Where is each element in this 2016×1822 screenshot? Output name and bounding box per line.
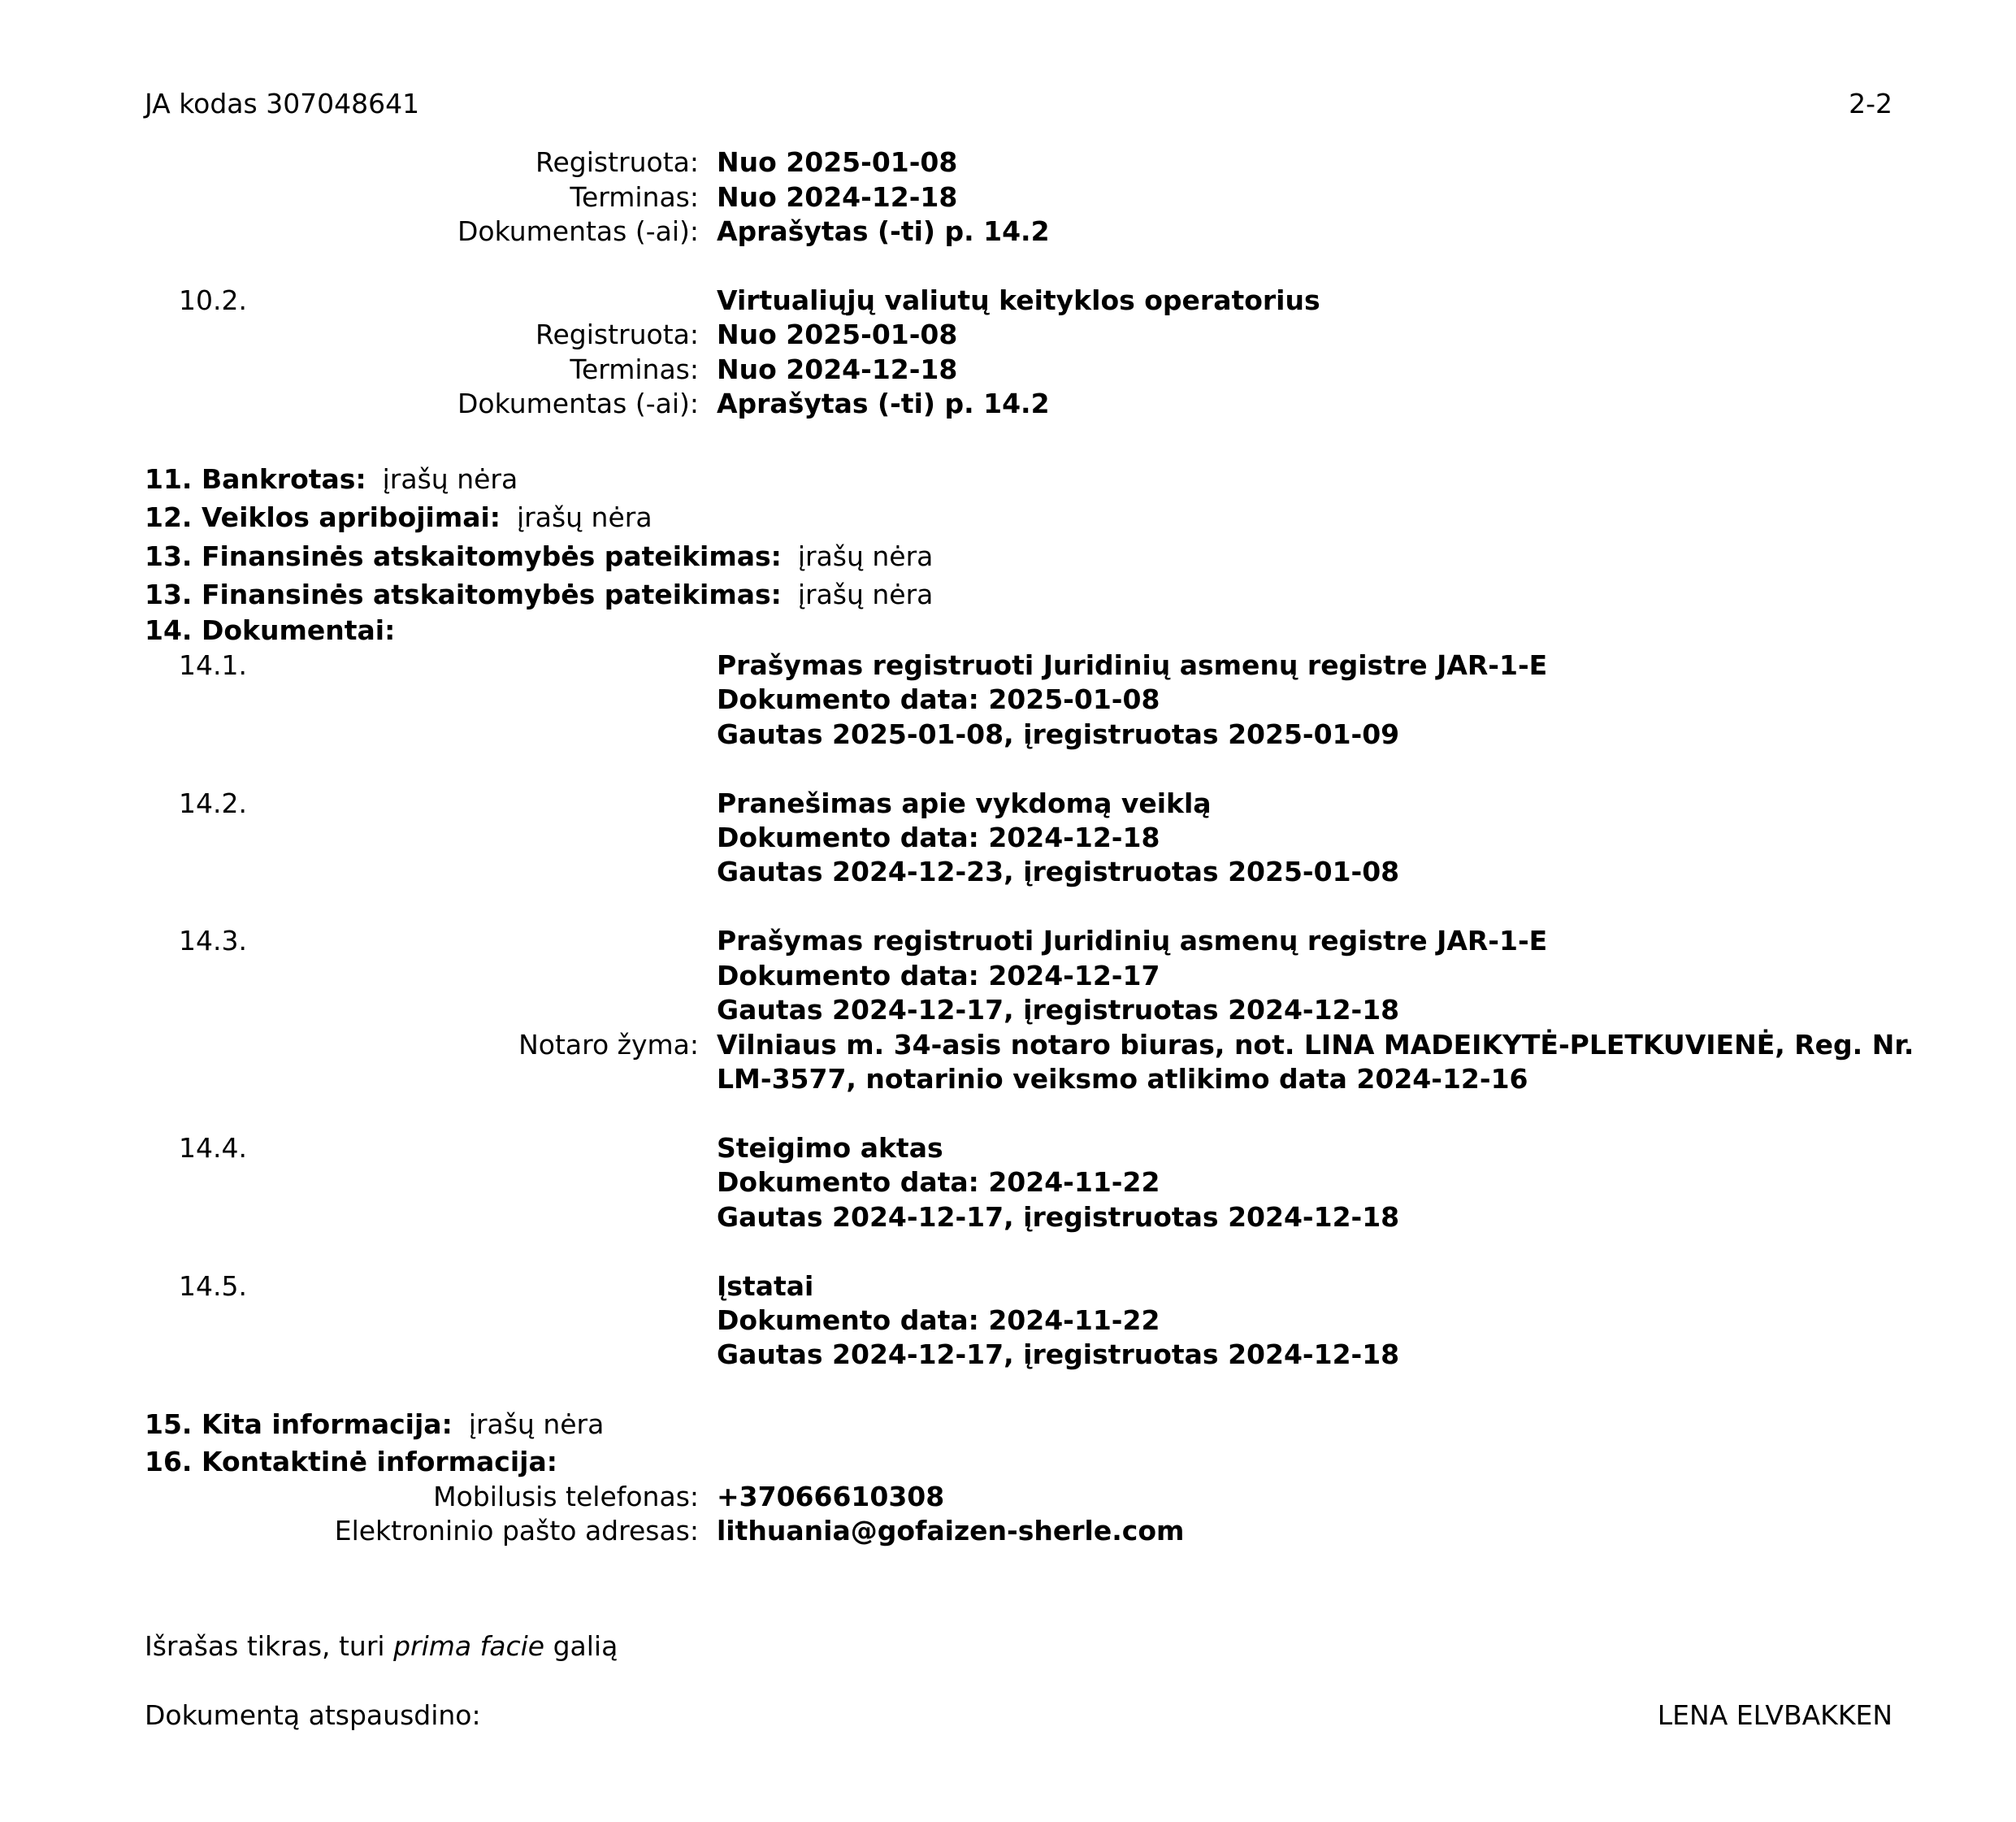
document-title: Pranešimas apie vykdomą veiklą [717,787,1212,819]
document-number: 14.2. [179,787,247,819]
section-title: 14. Dokumentai: [145,614,396,646]
document-date: Dokumento data: 2025-01-08 [717,683,1160,715]
printed-by-name: LENA ELVBAKKEN [1657,1699,1892,1731]
activity-number: 10.2. [179,284,247,316]
document-date: Dokumento data: 2024-11-22 [717,1166,1160,1198]
document-received: Gautas 2025-01-08, įregistruotas 2025-01-09 [717,718,1400,750]
notary-label: Notaro žyma: [518,1029,699,1061]
section-title: 13. Finansinės atskaitomybės pateikimas: [145,579,782,610]
document-title: Prašymas registruoti Juridinių asmenų registre JAR-1-E [717,649,1548,681]
term-value: Nuo 2024-12-18 [717,181,958,213]
document-number: 14.1. [179,649,247,681]
notary-line-1: Vilniaus m. 34-asis notaro biuras, not. LINA MADEIKYTĖ-PLETKUVIENĖ, Reg. Nr. [717,1029,1914,1061]
section-title: 11. Bankrotas: [145,463,366,495]
document-value: Aprašytas (-ti) p. 14.2 [717,388,1050,419]
document-title: Prašymas registruoti Juridinių asmenų registre JAR-1-E [717,925,1548,957]
ja-code: JA kodas 307048641 [145,88,420,119]
section-title: 15. Kita informacija: [145,1408,453,1440]
certification-statement [145,1629,618,1664]
document-date: Dokumento data: 2024-12-17 [717,960,1160,991]
activity-title: Virtualiųjų valiutų keityklos operatorius [717,284,1320,316]
section-financial-statements [145,578,933,613]
section-title: 12. Veiklos apribojimai: [145,501,501,533]
term-label: Terminas: [570,181,699,213]
email-label: Elektroninio pašto adresas: [334,1515,699,1547]
document-date: Dokumento data: 2024-12-18 [717,822,1160,853]
document-received: Gautas 2024-12-17, įregistruotas 2024-12-18 [717,1201,1400,1233]
term-value: Nuo 2024-12-18 [717,354,958,385]
email-value: lithuania@gofaizen-sherle.com [717,1515,1185,1547]
statement-prefix: Išrašas tikras, turi [145,1630,394,1662]
section-value: įrašų nėra [468,1408,605,1440]
registered-value: Nuo 2025-01-08 [717,319,958,350]
section-bankruptcy [145,462,518,497]
document-title: Įstatai [717,1270,814,1302]
document-received: Gautas 2024-12-17, įregistruotas 2024-12-18 [717,1338,1400,1370]
document-number: 14.3. [179,925,247,957]
document-number: 14.4. [179,1132,247,1164]
phone-value: +37066610308 [717,1481,945,1512]
section-title: 13. Finansinės atskaitomybės pateikimas: [145,540,782,572]
document-label: Dokumentas (-ai): [457,388,699,419]
page-number: 2-2 [1849,88,1892,119]
statement-italic: prima facie [393,1630,545,1662]
document-number: 14.5. [179,1270,247,1302]
document-title: Steigimo aktas [717,1132,943,1164]
registered-label: Registruota: [535,146,699,178]
section-documents [145,614,395,649]
statement-suffix: galią [544,1630,618,1662]
section-financial-statements [145,540,933,575]
section-value: įrašų nėra [517,501,652,533]
notary-line-2: LM-3577, notarinio veiksmo atlikimo data 2024-12-16 [717,1063,1528,1095]
section-value: įrašų nėra [382,463,518,495]
term-label: Terminas: [570,354,699,385]
section-other-info [145,1408,604,1442]
section-contact [145,1445,557,1480]
document-value: Aprašytas (-ti) p. 14.2 [717,215,1050,247]
registered-label: Registruota: [535,319,699,350]
printed-by-label: Dokumentą atspausdino: [145,1699,481,1731]
phone-label: Mobilusis telefonas: [433,1481,699,1512]
section-value: įrašų nėra [797,579,934,610]
document-received: Gautas 2024-12-23, įregistruotas 2025-01-08 [717,856,1400,887]
document-date: Dokumento data: 2024-11-22 [717,1304,1160,1336]
document-label: Dokumentas (-ai): [457,215,699,247]
document-received: Gautas 2024-12-17, įregistruotas 2024-12-18 [717,994,1400,1026]
section-restrictions [145,501,652,536]
section-value: įrašų nėra [797,540,934,572]
section-title: 16. Kontaktinė informacija: [145,1446,557,1477]
registered-value: Nuo 2025-01-08 [717,146,958,178]
